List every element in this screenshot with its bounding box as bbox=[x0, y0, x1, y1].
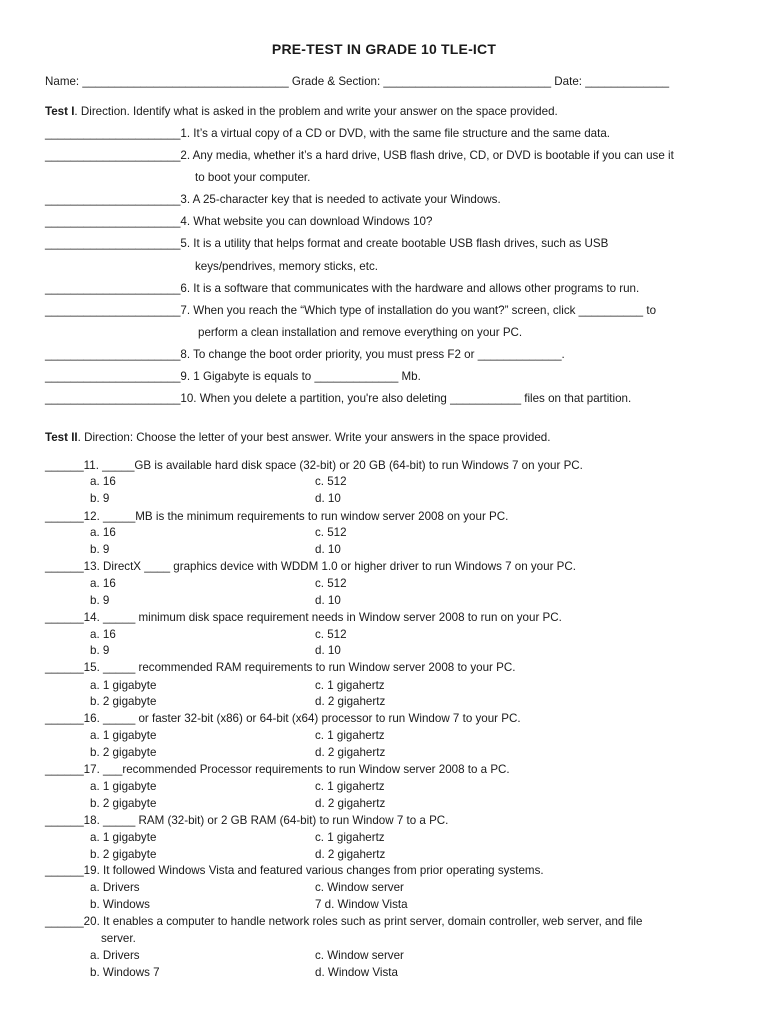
test2-q11-option-d: d. 10 bbox=[315, 492, 341, 505]
test2-q15-option-c: c. 1 gigahertz bbox=[315, 679, 385, 692]
test2-q17-option-a: a. 1 gigabyte bbox=[90, 780, 157, 793]
test2-q17-option-b: b. 2 gigabyte bbox=[90, 797, 157, 810]
test2-question-14: ______14. _____ minimum disk space requirement needs in Window server 2008 to run on your PC. bbox=[45, 611, 562, 624]
test2-q12-option-b: b. 9 bbox=[90, 543, 110, 556]
test1-item-10: _____________________10. When you delete a partition, you're also deleting ___________ files on that partition. bbox=[45, 392, 632, 405]
test2-q14-option-d: d. 10 bbox=[315, 644, 341, 657]
test2-q18-option-d: d. 2 gigahertz bbox=[315, 848, 386, 861]
test2-q15-option-d: d. 2 gigahertz bbox=[315, 695, 386, 708]
test2-q16-option-b: b. 2 gigabyte bbox=[90, 746, 157, 759]
test2-q19-option-c: c. Window server bbox=[315, 881, 404, 894]
test2-heading: Test II bbox=[45, 431, 78, 444]
test2-question-17: ______17. ___recommended Processor requirements to run Window server 2008 to a PC. bbox=[45, 763, 510, 776]
test1-item-9: _____________________9. 1 Gigabyte is equals to _____________ Mb. bbox=[45, 370, 421, 383]
test2-q16-option-a: a. 1 gigabyte bbox=[90, 729, 157, 742]
test1-item-5-cont: keys/pendrives, memory sticks, etc. bbox=[195, 260, 378, 273]
test2-q16-option-c: c. 1 gigahertz bbox=[315, 729, 385, 742]
test1-item-6: _____________________6. It is a software that communicates with the hardware and allows other programs to run. bbox=[45, 282, 640, 295]
test1-direction bbox=[45, 105, 558, 118]
test2-direction-text: . Direction: Choose the letter of your best answer. Write your answers in the space provided. bbox=[77, 431, 551, 444]
test1-item-4: _____________________4. What website you can download Windows 10? bbox=[45, 215, 433, 228]
test1-item-3: _____________________3. A 25-character key that is needed to activate your Windows. bbox=[45, 193, 501, 206]
test2-q11-option-c: c. 512 bbox=[315, 475, 347, 488]
test1-item-7-cont: perform a clean installation and remove everything on your PC. bbox=[198, 326, 523, 339]
test2-question-19: ______19. It followed Windows Vista and featured various changes from prior operating systems. bbox=[45, 864, 544, 877]
test2-question-11: ______11. _____GB is available hard disk space (32-bit) or 20 GB (64-bit) to run Windows 7 on your PC. bbox=[45, 459, 583, 472]
test2-question-20-cont: server. bbox=[101, 932, 136, 945]
test2-q13-option-b: b. 9 bbox=[90, 594, 110, 607]
test2-question-20: ______20. It enables a computer to handle network roles such as print server, domain controller, web server, and file bbox=[45, 915, 643, 928]
test1-item-1: _____________________1. It’s a virtual copy of a CD or DVD, with the same file structure and the same data. bbox=[45, 127, 610, 140]
test2-q18-option-a: a. 1 gigabyte bbox=[90, 831, 157, 844]
test2-question-13: ______13. DirectX ____ graphics device with WDDM 1.0 or higher driver to run Windows 7 on your PC. bbox=[45, 560, 576, 573]
test2-q12-option-d: d. 10 bbox=[315, 543, 341, 556]
test2-q14-option-b: b. 9 bbox=[90, 644, 110, 657]
test2-q14-option-a: a. 16 bbox=[90, 628, 116, 641]
test2-q20-option-a: a. Drivers bbox=[90, 949, 140, 962]
test1-item-5: _____________________5. It is a utility that helps format and create bootable USB flash drives, such as USB bbox=[45, 237, 609, 250]
test2-question-18: ______18. _____ RAM (32-bit) or 2 GB RAM (64-bit) to run Window 7 to a PC. bbox=[45, 814, 449, 827]
test1-item-2: _____________________2. Any media, whether it’s a hard drive, USB flash drive, CD, or DVD is bootable if you can use it bbox=[45, 149, 674, 162]
test2-q19-option-b: b. Windows bbox=[90, 898, 150, 911]
test2-question-15: ______15. _____ recommended RAM requirements to run Window server 2008 to your PC. bbox=[45, 661, 516, 674]
test2-q13-option-c: c. 512 bbox=[315, 577, 347, 590]
test2-q15-option-b: b. 2 gigabyte bbox=[90, 695, 157, 708]
test1-item-8: _____________________8. To change the boot order priority, you must press F2 or _____________. bbox=[45, 348, 565, 361]
test2-q20-option-d: d. Window Vista bbox=[315, 966, 398, 979]
test2-question-12: ______12. _____MB is the minimum requirements to run window server 2008 on your PC. bbox=[45, 510, 509, 523]
test2-q13-option-d: d. 10 bbox=[315, 594, 341, 607]
test2-q13-option-a: a. 16 bbox=[90, 577, 116, 590]
test2-q12-option-a: a. 16 bbox=[90, 526, 116, 539]
test2-q16-option-d: d. 2 gigahertz bbox=[315, 746, 386, 759]
test2-q19-option-a: a. Drivers bbox=[90, 881, 140, 894]
test2-q20-option-c: c. Window server bbox=[315, 949, 404, 962]
test2-question-16: ______16. _____ or faster 32-bit (x86) or 64-bit (x64) processor to run Window 7 to your PC. bbox=[45, 712, 521, 725]
test2-q11-option-b: b. 9 bbox=[90, 492, 110, 505]
test1-item-2-cont: to boot your computer. bbox=[195, 171, 311, 184]
test2-q19-option-d: 7 d. Window Vista bbox=[315, 898, 408, 911]
test2-q17-option-d: d. 2 gigahertz bbox=[315, 797, 386, 810]
test1-direction-text: . Direction. Identify what is asked in the problem and write your answer on the space provided. bbox=[74, 105, 558, 118]
test1-item-7: _____________________7. When you reach the “Which type of installation do you want?” screen, click __________ to bbox=[45, 304, 657, 317]
test2-q18-option-b: b. 2 gigabyte bbox=[90, 848, 157, 861]
test2-q20-option-b: b. Windows 7 bbox=[90, 966, 160, 979]
test2-q14-option-c: c. 512 bbox=[315, 628, 347, 641]
page-title: PRE-TEST IN GRADE 10 TLE-ICT bbox=[271, 41, 497, 57]
test2-direction bbox=[45, 431, 550, 444]
test1-heading: Test I bbox=[45, 105, 75, 118]
test2-q18-option-c: c. 1 gigahertz bbox=[315, 831, 385, 844]
test2-q15-option-a: a. 1 gigabyte bbox=[90, 679, 157, 692]
test2-q11-option-a: a. 16 bbox=[90, 475, 116, 488]
test2-q12-option-c: c. 512 bbox=[315, 526, 347, 539]
student-info-line: Name: ________________________________ Grade & Section: __________________________ Date: _____________ bbox=[45, 75, 670, 88]
test2-q17-option-c: c. 1 gigahertz bbox=[315, 780, 385, 793]
